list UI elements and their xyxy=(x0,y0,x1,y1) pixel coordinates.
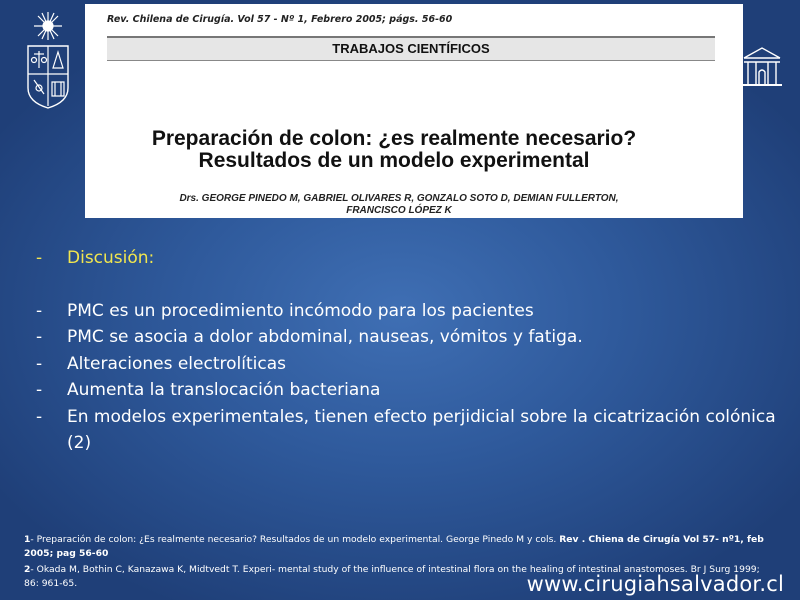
reference-text: - Preparación de colon: ¿Es realmente necesario? Resultados de un modelo experimental. George Pinedo M y cols. xyxy=(30,534,560,545)
reference-source: Rev . Chiena de Cirugía Vol 57- nº1, feb 2005; pag 56-60 xyxy=(24,534,764,559)
reference-number: 1 xyxy=(24,534,31,545)
bullet-dash: - xyxy=(36,406,43,427)
reference-text: - Okada M, Bothin C, Kanazawa K, Midtvedt T. Experi- mental study of the influence of intestinal flora on the healing of intestinal anastomoses. Br J Surg 1999; 86: 961-65. xyxy=(24,564,760,589)
bullet-text: PMC es un procedimiento incómodo para los pacientes xyxy=(67,300,534,321)
discussion-heading: Discusión: xyxy=(67,248,155,268)
paper-title-line: Resultados de un modelo experimental xyxy=(198,149,590,172)
paper-title xyxy=(85,128,703,172)
authors-line: FRANCISCO LÓPEZ K xyxy=(346,205,452,216)
hospital-building-icon xyxy=(742,44,782,88)
bullet-item xyxy=(36,298,776,325)
bullet-dash: - xyxy=(36,380,43,400)
divider xyxy=(107,60,715,61)
slide-content xyxy=(36,245,776,457)
bullet-text: PMC se asocia a dolor abdominal, nauseas, vómitos y fatiga. xyxy=(67,327,583,347)
bullet-text: Aumenta la translocación bacteriana xyxy=(67,380,381,400)
bullet-item xyxy=(36,351,776,378)
spacer xyxy=(36,272,776,298)
bullet-text: Alteraciones electrolíticas xyxy=(67,353,286,374)
university-crest-icon xyxy=(22,10,74,110)
website-url: www.cirugiahsalvador.cl xyxy=(526,572,784,596)
journal-citation: Rev. Chilena de Cirugía. Vol 57 - Nº 1, Febrero 2005; págs. 56-60 xyxy=(107,14,453,25)
bullet-item xyxy=(36,404,776,457)
bullet-dash: - xyxy=(36,353,43,374)
bullet-item xyxy=(36,324,776,351)
bullet-dash: - xyxy=(36,327,43,347)
paper-authors xyxy=(85,193,713,217)
bullet-text: En modelos experimentales, tienen efecto perjidicial sobre la cicatrización colónica (2) xyxy=(67,406,776,453)
bullet-dash: - xyxy=(36,248,43,268)
authors-line: Drs. GEORGE PINEDO M, GABRIEL OLIVARES R, GONZALO SOTO D, DEMIAN FULLERTON, xyxy=(179,193,619,204)
paper-header-image xyxy=(85,4,743,218)
reference-item xyxy=(24,533,774,561)
section-banner: TRABAJOS CIENTÍFICOS xyxy=(107,38,715,60)
reference-number: 2 xyxy=(24,564,31,575)
discussion-heading-row xyxy=(36,245,776,272)
bullet-item xyxy=(36,377,776,404)
bullet-dash: - xyxy=(36,300,43,321)
paper-title-line: Preparación de colon: ¿es realmente necesario? xyxy=(151,127,637,150)
